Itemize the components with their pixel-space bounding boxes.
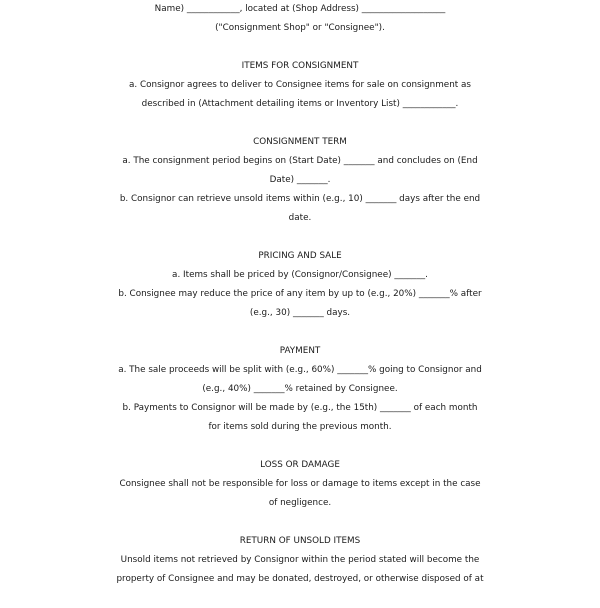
- section-heading: CONSIGNMENT TERM: [253, 137, 347, 147]
- section-pricing-and-sale: [0, 247, 600, 323]
- section-text-line: a. The sale proceeds will be split with (e.g., 60%) _______% going to Consignor and: [118, 365, 482, 375]
- section-heading: ITEMS FOR CONSIGNMENT: [241, 61, 359, 71]
- section-text-line: for items sold during the previous month.: [208, 422, 392, 432]
- section-text-line: b. Consignor can retrieve unsold items within (e.g., 10) _______ days after the end: [119, 194, 481, 204]
- section-text-line: property of Consignee and may be donated, destroyed, or otherwise disposed of at: [116, 574, 484, 584]
- section-loss-or-damage: [0, 456, 600, 513]
- section-return-of-unsold-items: [0, 532, 600, 589]
- section-text-line: of negligence.: [268, 498, 332, 508]
- section-text-line: date.: [288, 213, 312, 223]
- section-heading: PRICING AND SALE: [258, 251, 342, 261]
- section-text-line: described in (Attachment detailing items or Inventory List) ____________.: [141, 99, 459, 109]
- section-text-line: Date) _______.: [269, 175, 331, 185]
- section-payment: [0, 342, 600, 437]
- section-items-for-consignment: [0, 57, 600, 114]
- parties-paragraph: [0, 0, 600, 38]
- intro-line: ("Consignment Shop" or "Consignee").: [215, 23, 385, 33]
- section-heading: LOSS OR DAMAGE: [260, 460, 340, 470]
- section-consignment-term: [0, 133, 600, 228]
- section-text-line: Unsold items not retrieved by Consignor within the period stated will become the: [120, 555, 480, 565]
- intro-line: Name) ____________, located at (Shop Address) ___________________: [154, 4, 446, 14]
- section-text-line: a. Consignor agrees to deliver to Consignee items for sale on consignment as: [128, 80, 472, 90]
- section-text-line: b. Consignee may reduce the price of any item by up to (e.g., 20%) _______% after: [118, 289, 482, 299]
- section-heading: RETURN OF UNSOLD ITEMS: [239, 536, 361, 546]
- section-text-line: (e.g., 40%) _______% retained by Consignee.: [202, 384, 398, 394]
- section-text-line: a. The consignment period begins on (Start Date) _______ and concludes on (End: [122, 156, 478, 166]
- section-text-line: a. Items shall be priced by (Consignor/Consignee) _______.: [172, 270, 428, 280]
- section-heading: PAYMENT: [279, 346, 321, 356]
- section-text-line: b. Payments to Consignor will be made by (e.g., the 15th) _______ of each month: [122, 403, 478, 413]
- section-text-line: Consignee shall not be responsible for loss or damage to items except in the case: [119, 479, 481, 489]
- section-text-line: (e.g., 30) _______ days.: [249, 308, 351, 318]
